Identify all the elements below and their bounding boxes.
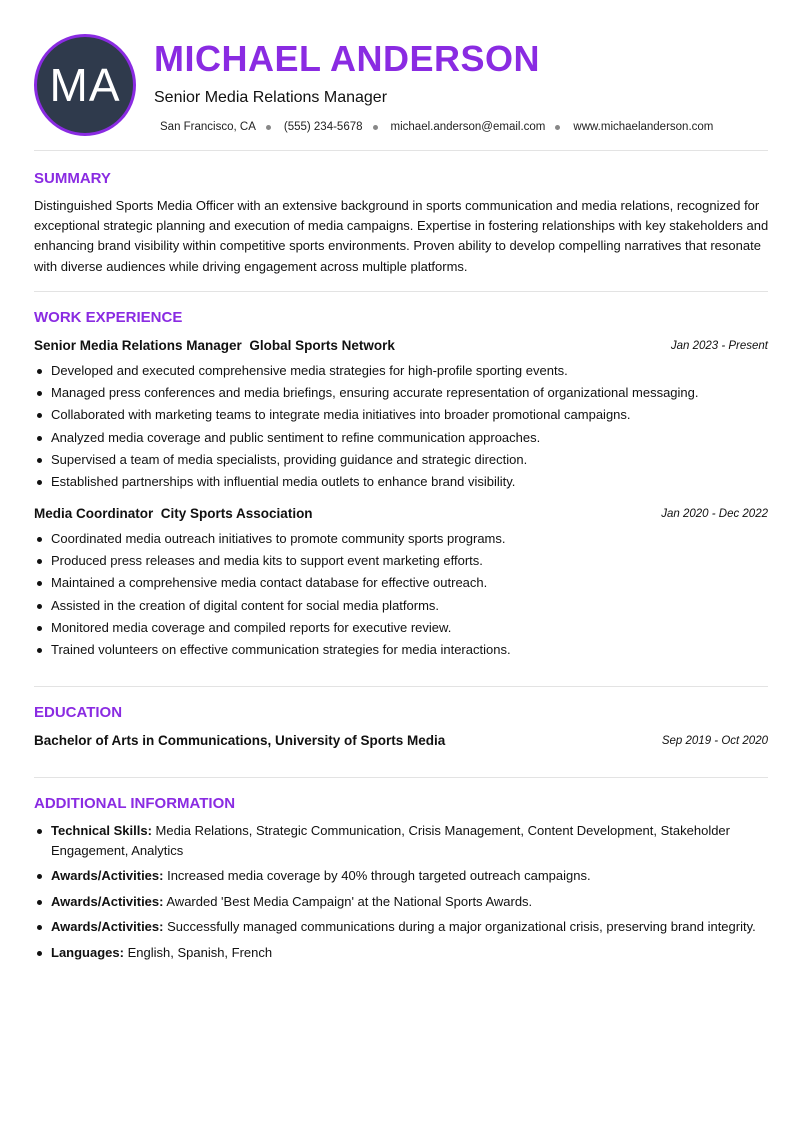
job-dates: Jan 2023 - Present <box>670 340 768 352</box>
additional-info-list <box>34 821 768 968</box>
education-heading: EDUCATION <box>34 704 123 721</box>
list-item: Managed press conferences and media briefings, ensuring accurate representation of organizational messaging. <box>34 384 768 406</box>
list-item: Collaborated with marketing teams to integrate media initiatives into broader promotional campaigns. <box>34 406 768 428</box>
list-item: Developed and executed comprehensive media strategies for high-profile sporting events. <box>34 362 768 384</box>
list-item: Coordinated media outreach initiatives to promote community sports programs. <box>34 530 768 552</box>
bullet-separator <box>373 125 378 130</box>
resume-header <box>34 34 768 138</box>
section-divider <box>34 686 768 687</box>
education-dates: Sep 2019 - Oct 2020 <box>661 735 768 747</box>
list-item: Assisted in the creation of digital content for social media platforms. <box>34 597 768 619</box>
item-text: Media Relations, Strategic Communication, Crisis Management, Content Development, Stakeholder Engagement, Analytics <box>51 823 730 858</box>
section-divider <box>34 291 768 292</box>
work-experience-heading: WORK EXPERIENCE <box>34 309 183 326</box>
job-company: Global Sports Network <box>249 338 395 353</box>
job-company: City Sports Association <box>160 506 313 521</box>
job-title-line <box>34 338 395 353</box>
bullet-separator <box>555 125 560 130</box>
summary-heading: SUMMARY <box>34 170 111 187</box>
list-item: Produced press releases and media kits to support event marketing efforts. <box>34 552 768 574</box>
contact-email[interactable]: michael.anderson@email.com <box>390 121 546 133</box>
contact-phone: (555) 234-5678 <box>283 121 363 133</box>
summary-text: Distinguished Sports Media Officer with an extensive background in sports communication and media relations, recognized for exceptional strategic planning and execution of media campaigns. Expertise in fostering relationships with key stakeholders and enhancing brand visibility within competitive sports environments. Proven ability to develop compelling narratives that resonate with diverse audiences while driving engagement across multiple platforms. <box>34 198 769 274</box>
candidate-headline: Senior Media Relations Manager <box>154 89 388 106</box>
bullet-separator <box>266 125 271 130</box>
list-item: Monitored media coverage and compiled reports for executive review. <box>34 619 768 641</box>
list-item <box>34 892 768 912</box>
list-item: Established partnerships with influential media outlets to enhance brand visibility. <box>34 473 768 495</box>
avatar: MA <box>34 34 136 136</box>
list-item <box>34 917 768 937</box>
item-text: Awarded 'Best Media Campaign' at the National Sports Awards. <box>166 893 533 909</box>
item-text: Successfully managed communications during a major organizational crisis, preserving brand integrity. <box>167 919 756 934</box>
job-role: Senior Media Relations Manager <box>34 338 242 353</box>
contact-website[interactable]: www.michaelanderson.com <box>573 121 714 133</box>
list-item <box>34 943 768 963</box>
list-item <box>34 821 768 860</box>
contact-location: San Francisco, CA <box>160 121 256 133</box>
list-item: Trained volunteers on effective communication strategies for media interactions. <box>34 641 768 663</box>
candidate-name: MICHAEL ANDERSON <box>154 38 541 79</box>
item-label: Technical Skills: <box>51 823 152 838</box>
list-item: Analyzed media coverage and public sentiment to refine communication approaches. <box>34 429 768 451</box>
job-bullets <box>34 530 768 663</box>
item-label: Awards/Activities: <box>51 868 164 883</box>
job-header <box>34 338 768 358</box>
education-entry <box>34 733 768 753</box>
item-text: English, Spanish, French <box>127 944 273 960</box>
job-header <box>34 506 768 526</box>
section-divider <box>34 150 768 151</box>
list-item: Supervised a team of media specialists, providing guidance and strategic direction. <box>34 451 768 473</box>
section-divider <box>34 777 768 778</box>
item-label: Languages: <box>51 944 124 960</box>
item-label: Awards/Activities: <box>51 919 164 934</box>
job-bullets <box>34 362 768 495</box>
degree: Bachelor of Arts in Communications, University of Sports Media <box>34 733 446 748</box>
contact-line <box>160 121 713 133</box>
item-text: Increased media coverage by 40% through targeted outreach campaigns. <box>167 868 591 883</box>
job-role: Media Coordinator <box>34 506 154 521</box>
item-label: Awards/Activities: <box>51 893 164 909</box>
list-item: Maintained a comprehensive media contact database for effective outreach. <box>34 574 768 596</box>
additional-info-heading: ADDITIONAL INFORMATION <box>34 795 236 812</box>
job-dates: Jan 2020 - Dec 2022 <box>661 508 768 520</box>
list-item <box>34 866 768 886</box>
job-title-line <box>34 506 313 521</box>
